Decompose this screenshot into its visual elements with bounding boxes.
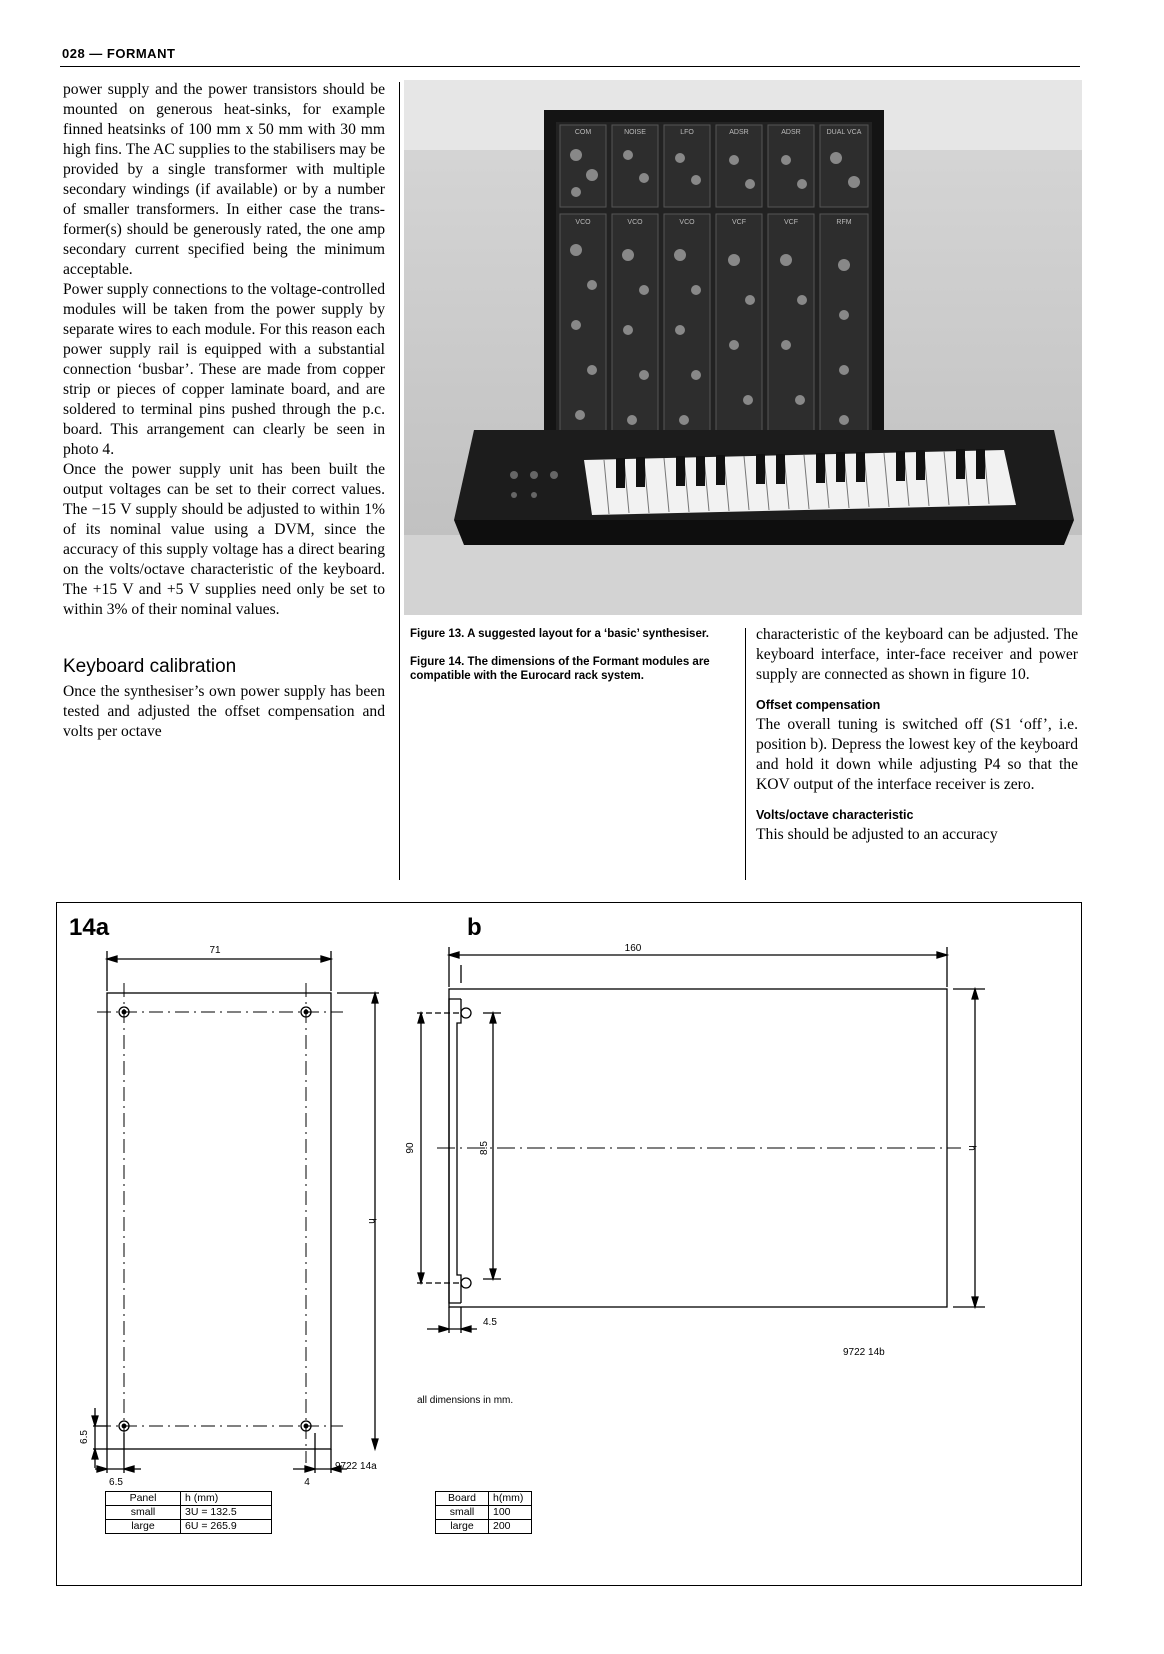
dim-6.5-h: 6.5 [109,1477,123,1488]
header-rule [60,66,1080,67]
table-cell: large [436,1520,489,1534]
figure-13-caption: Figure 13. A suggested layout for a ‘basic’ synthesiser. [410,628,709,640]
module-label: ADSR [781,129,801,136]
module-label: VCF [732,219,746,226]
paragraph: This should be adjusted to an accuracy [756,826,998,843]
table-cell: small [106,1506,181,1520]
table-cell: 3U = 132.5 [181,1506,272,1520]
module-label: DUAL VCA [826,129,862,136]
column-divider [399,82,400,880]
subheading: Volts/octave characteristic [756,808,914,822]
drawing-code-a: 9722 14a [335,1461,377,1472]
table-cell: 6U = 265.9 [181,1520,272,1534]
dim-160: 160 [624,943,642,954]
dim-71: 71 [209,945,221,956]
module-label: ADSR [729,129,749,136]
paragraph: power supply and the power transistors should be mounted on generous heat-sinks, for example finned heatsinks of 100 mm x 50 mm with 30 mm high fins. The AC supplies to the stabilisers may be provided by a single transformer with multiple secondary windings (if available) or by a number of smaller transformers. In either case the trans-former(s) should be generously rated, the one amp secondary current specified being the minimum acceptable. [63,81,385,278]
module-label: VCO [627,219,643,226]
dim-4.5: 4.5 [483,1317,497,1328]
module-label: COM [574,129,592,136]
page-header: 028 — FORMANT [62,46,176,61]
module-label: LFO [680,129,694,136]
panel-table [105,1491,272,1534]
figure-14a-label: 14a [69,914,110,941]
text-column-1 [63,80,385,742]
paragraph: Once the synthesiser’s own power supply has been tested and adjusted the offset compensation and volts per octave [63,683,385,740]
dim-4: 4 [304,1477,310,1488]
board-table [435,1491,532,1534]
dim-8.5: 8.5 [479,1141,490,1155]
table-cell: large [106,1520,181,1534]
table-header: h(mm) [489,1492,532,1506]
table-cell: small [436,1506,489,1520]
table-header: h (mm) [181,1492,272,1506]
dim-90: 90 [405,1142,416,1154]
figure-14-caption: Figure 14. The dimensions of the Formant modules are compatible with the Eurocard rack system. [410,656,710,682]
module-label: VCO [679,219,695,226]
paragraph: Once the power supply unit has been built the output voltages can be set to their correct values. The −15 V supply should be adjusted to within 1% of its nominal value using a DVM, since the accuracy of this supply voltage has a direct bearing on the volts/octave characteristic of the keyboard. The +15 V and +5 V supplies need only be set to within 3% of their nominal values. [63,461,385,618]
paragraph: The overall tuning is switched off (S1 ‘off’, i.e. position b). Depress the lowest key of the keyboard and hold it down while adjusting P4 so that the KOV output of the interface receiver is zero. [756,716,1078,793]
table-cell: 200 [489,1520,532,1534]
table-cell: 100 [489,1506,532,1520]
figure-captions [410,627,735,697]
module-label: NOISE [624,129,646,136]
module-label: RFM [836,219,852,226]
synthesiser-photo [404,80,1082,615]
module-label: VCF [784,219,798,226]
paragraph: Power supply connections to the voltage-controlled modules will be taken from the power supply by separate wires to each module. For this reason each power supply rail is equipped with a substantial connection ‘busbar’. These are made from copper strip or pieces of copper laminate board, and are soldered to terminal pins pushed through the p.c. board. This arrangement can clearly be seen in photo 4. [63,281,385,458]
drawing-code-b: 9722 14b [843,1347,885,1358]
dim-h-a: h [366,1218,377,1224]
subheading: Offset compensation [756,698,881,712]
section-heading: Keyboard calibration [63,656,237,677]
table-header: Board [436,1492,489,1506]
front-panel-outline [107,993,331,1449]
dim-6.5-v: 6.5 [79,1430,90,1444]
mounting-holes [119,1007,311,1431]
table-header: Panel [106,1492,181,1506]
module-label: VCO [575,219,591,226]
paragraph: characteristic of the keyboard can be adjusted. The keyboard interface, inter-face receiver and power supply are connected as shown in figure 10. [756,626,1078,683]
dim-h-b: h [966,1145,977,1151]
dimensions-note: all dimensions in mm. [417,1395,514,1406]
text-column-3 [756,625,1078,845]
figure-14-box [56,902,1082,1586]
column-divider [745,628,746,880]
figure-14b-label: b [467,914,482,941]
